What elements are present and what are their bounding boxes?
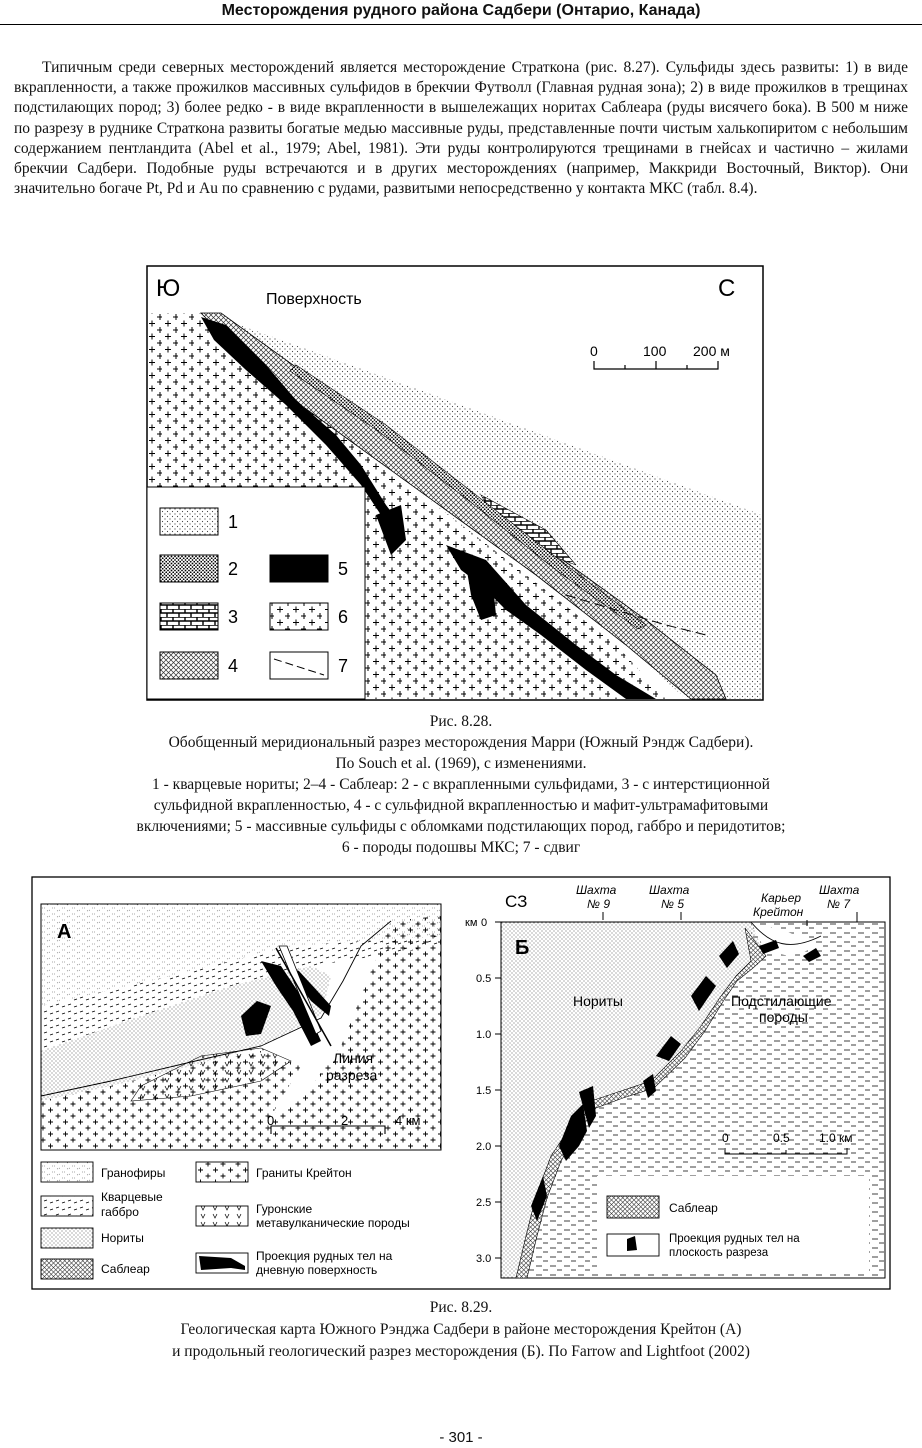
panel-a-label: А (57, 921, 72, 943)
legend-3: 3 (228, 607, 239, 627)
b-depth-0: 0 (481, 917, 488, 929)
fig1-caption-legend-4: 6 - породы подошвы МКС; 7 - сдвиг (341, 839, 581, 856)
page-number: - 301 - (439, 1429, 483, 1446)
legend-1: 1 (228, 512, 239, 532)
b-depth-2-0: 2.0 (476, 1141, 492, 1153)
b-depth-3-0: 3.0 (476, 1253, 492, 1265)
section-line-label-2: разреза (326, 1067, 378, 1083)
legend-sublayer-a: Саблеар (101, 1262, 150, 1276)
fig1-caption-legend-1: 1 - кварцевые нориты; 2–4 - Саблеар: 2 - с вкрапленными сульфидами, 3 - с интерстиционной (152, 776, 770, 793)
scale-100: 100 (643, 343, 667, 359)
shaft7-label-2: № 7 (827, 897, 851, 911)
legend-5: 5 (338, 559, 349, 579)
b-legend-ore-1: Проекция рудных тел на (669, 1233, 800, 1245)
legend-2: 2 (228, 559, 239, 579)
a-scale-4: 4 км (395, 1113, 421, 1128)
b-depth-1-5: 1.5 (476, 1085, 492, 1097)
scale-0: 0 (590, 343, 598, 359)
b-nw-label: СЗ (505, 892, 528, 911)
legend-huronian-1: Гуронские (256, 1202, 313, 1216)
scale-200: 200 м (693, 343, 730, 359)
b-legend-sublayer: Саблеар (669, 1201, 718, 1215)
legend-7: 7 (338, 656, 349, 676)
b-scale-0: 0 (722, 1131, 729, 1145)
label-south: Ю (156, 275, 181, 302)
legend-granophyres: Гранофиры (101, 1166, 166, 1180)
fig2-caption-number: Рис. 8.29. (429, 1299, 493, 1316)
legend-ore-projection-1: Проекция рудных тел на (256, 1249, 393, 1263)
section-line-label-1: Линия (333, 1050, 374, 1066)
legend-ore-projection-2: дневную поверхность (256, 1263, 378, 1277)
fig1-caption-legend-3: включениями; 5 - массивные сульфиды с обломками подстилающих пород, габбро и перидотитов; (136, 818, 786, 835)
b-norites-label: Нориты (573, 993, 623, 1009)
b-depth-0-5: 0.5 (476, 973, 492, 985)
running-header: Месторождения рудного района Садбери (Онтарио, Канада) (0, 0, 922, 25)
fig1-caption-legend-2: сульфидной вкрапленностью, 4 - с сульфидной вкрапленностью и мафит-ультрамафитовыми (153, 797, 769, 814)
fig1-caption-source: По Souch et al. (1969), с изменениями. (335, 755, 587, 772)
pit-label-2: Крейтон (753, 905, 804, 919)
shaft9-label-1: Шахта (576, 883, 617, 897)
legend-norites: Нориты (101, 1231, 144, 1245)
a-scale-0: 0 (267, 1113, 275, 1128)
shaft9-label-2: № 9 (587, 897, 611, 911)
b-km-unit: км (465, 917, 478, 929)
label-north: С (718, 275, 736, 302)
b-scale-1-0: 1.0 км (819, 1131, 853, 1145)
pit-label-1: Карьер (761, 891, 802, 905)
legend-quartz-gabbro-1: Кварцевые (101, 1190, 163, 1204)
shaft5-label-2: № 5 (661, 897, 685, 911)
body-paragraph: Типичным среди северных месторождений является месторождение Страткона (рис. 8.27). Сульфиды здесь развиты: 1) в виде вкрапленности, а также прожилков массивных сульфидов в брекчии Футволл (Главная рудная зона); 2) в виде прожилков в трещинах подстилающих пород; 3) более редко - в виде вкрапленности в вышележащих норитах Саблеара (руды висячего бока). В 500 м ниже по разрезу в руднике Страткона развиты богатые медью массивные руды, представленные почти чистым халькопиритом с небольшим содержанием пентландита (Abel et al., 1979; Abel, 1981). Эти руды контролируются трещинами в гнейсах и частично – жилами брекчии Садбери. Подобные руды встречаются и в других месторождениях (например, Маккриди Восточный, Виктор). Они значительно богаче Pt, Pd и Au по сравнению с рудами, развитыми непосредственно у контакта МКС (табл. 8.4). (14, 59, 908, 198)
a-scale-2: 2 (341, 1113, 349, 1128)
fig2-caption-line-1: Геологическая карта Южного Рэнджа Садбери в районе месторождения Крейтон (А) (180, 1321, 742, 1338)
panel-b-label: Б (515, 937, 530, 959)
figure-8-28 (146, 265, 764, 701)
label-surface: Поверхность (266, 291, 362, 308)
shaft5-label-1: Шахта (649, 883, 690, 897)
b-scale-0-5: 0.5 (773, 1131, 790, 1145)
shaft7-label-1: Шахта (819, 883, 860, 897)
b-footwall-label-1: Подстилающие (731, 993, 832, 1009)
legend-creighton-granites: Граниты Крейтон (256, 1166, 352, 1180)
fig1-caption-title: Обобщенный меридиональный разрез месторождения Марри (Южный Рэндж Садбери). (168, 734, 754, 751)
legend-huronian-2: метавулканические породы (256, 1216, 410, 1230)
legend-4: 4 (228, 656, 239, 676)
legend-6: 6 (338, 607, 349, 627)
legend-quartz-gabbro-2: габбро (101, 1205, 139, 1219)
b-legend-ore-2: плоскость разреза (669, 1247, 769, 1259)
figure-8-29 (31, 876, 891, 1290)
fig1-caption-number: Рис. 8.28. (429, 713, 493, 730)
b-depth-1-0: 1.0 (476, 1029, 492, 1041)
b-depth-2-5: 2.5 (476, 1197, 492, 1209)
fig2-caption-line-2: и продольный геологический разрез месторождения (Б). По Farrow and Lightfoot (2002) (172, 1343, 750, 1360)
b-footwall-label-2: породы (759, 1009, 808, 1025)
